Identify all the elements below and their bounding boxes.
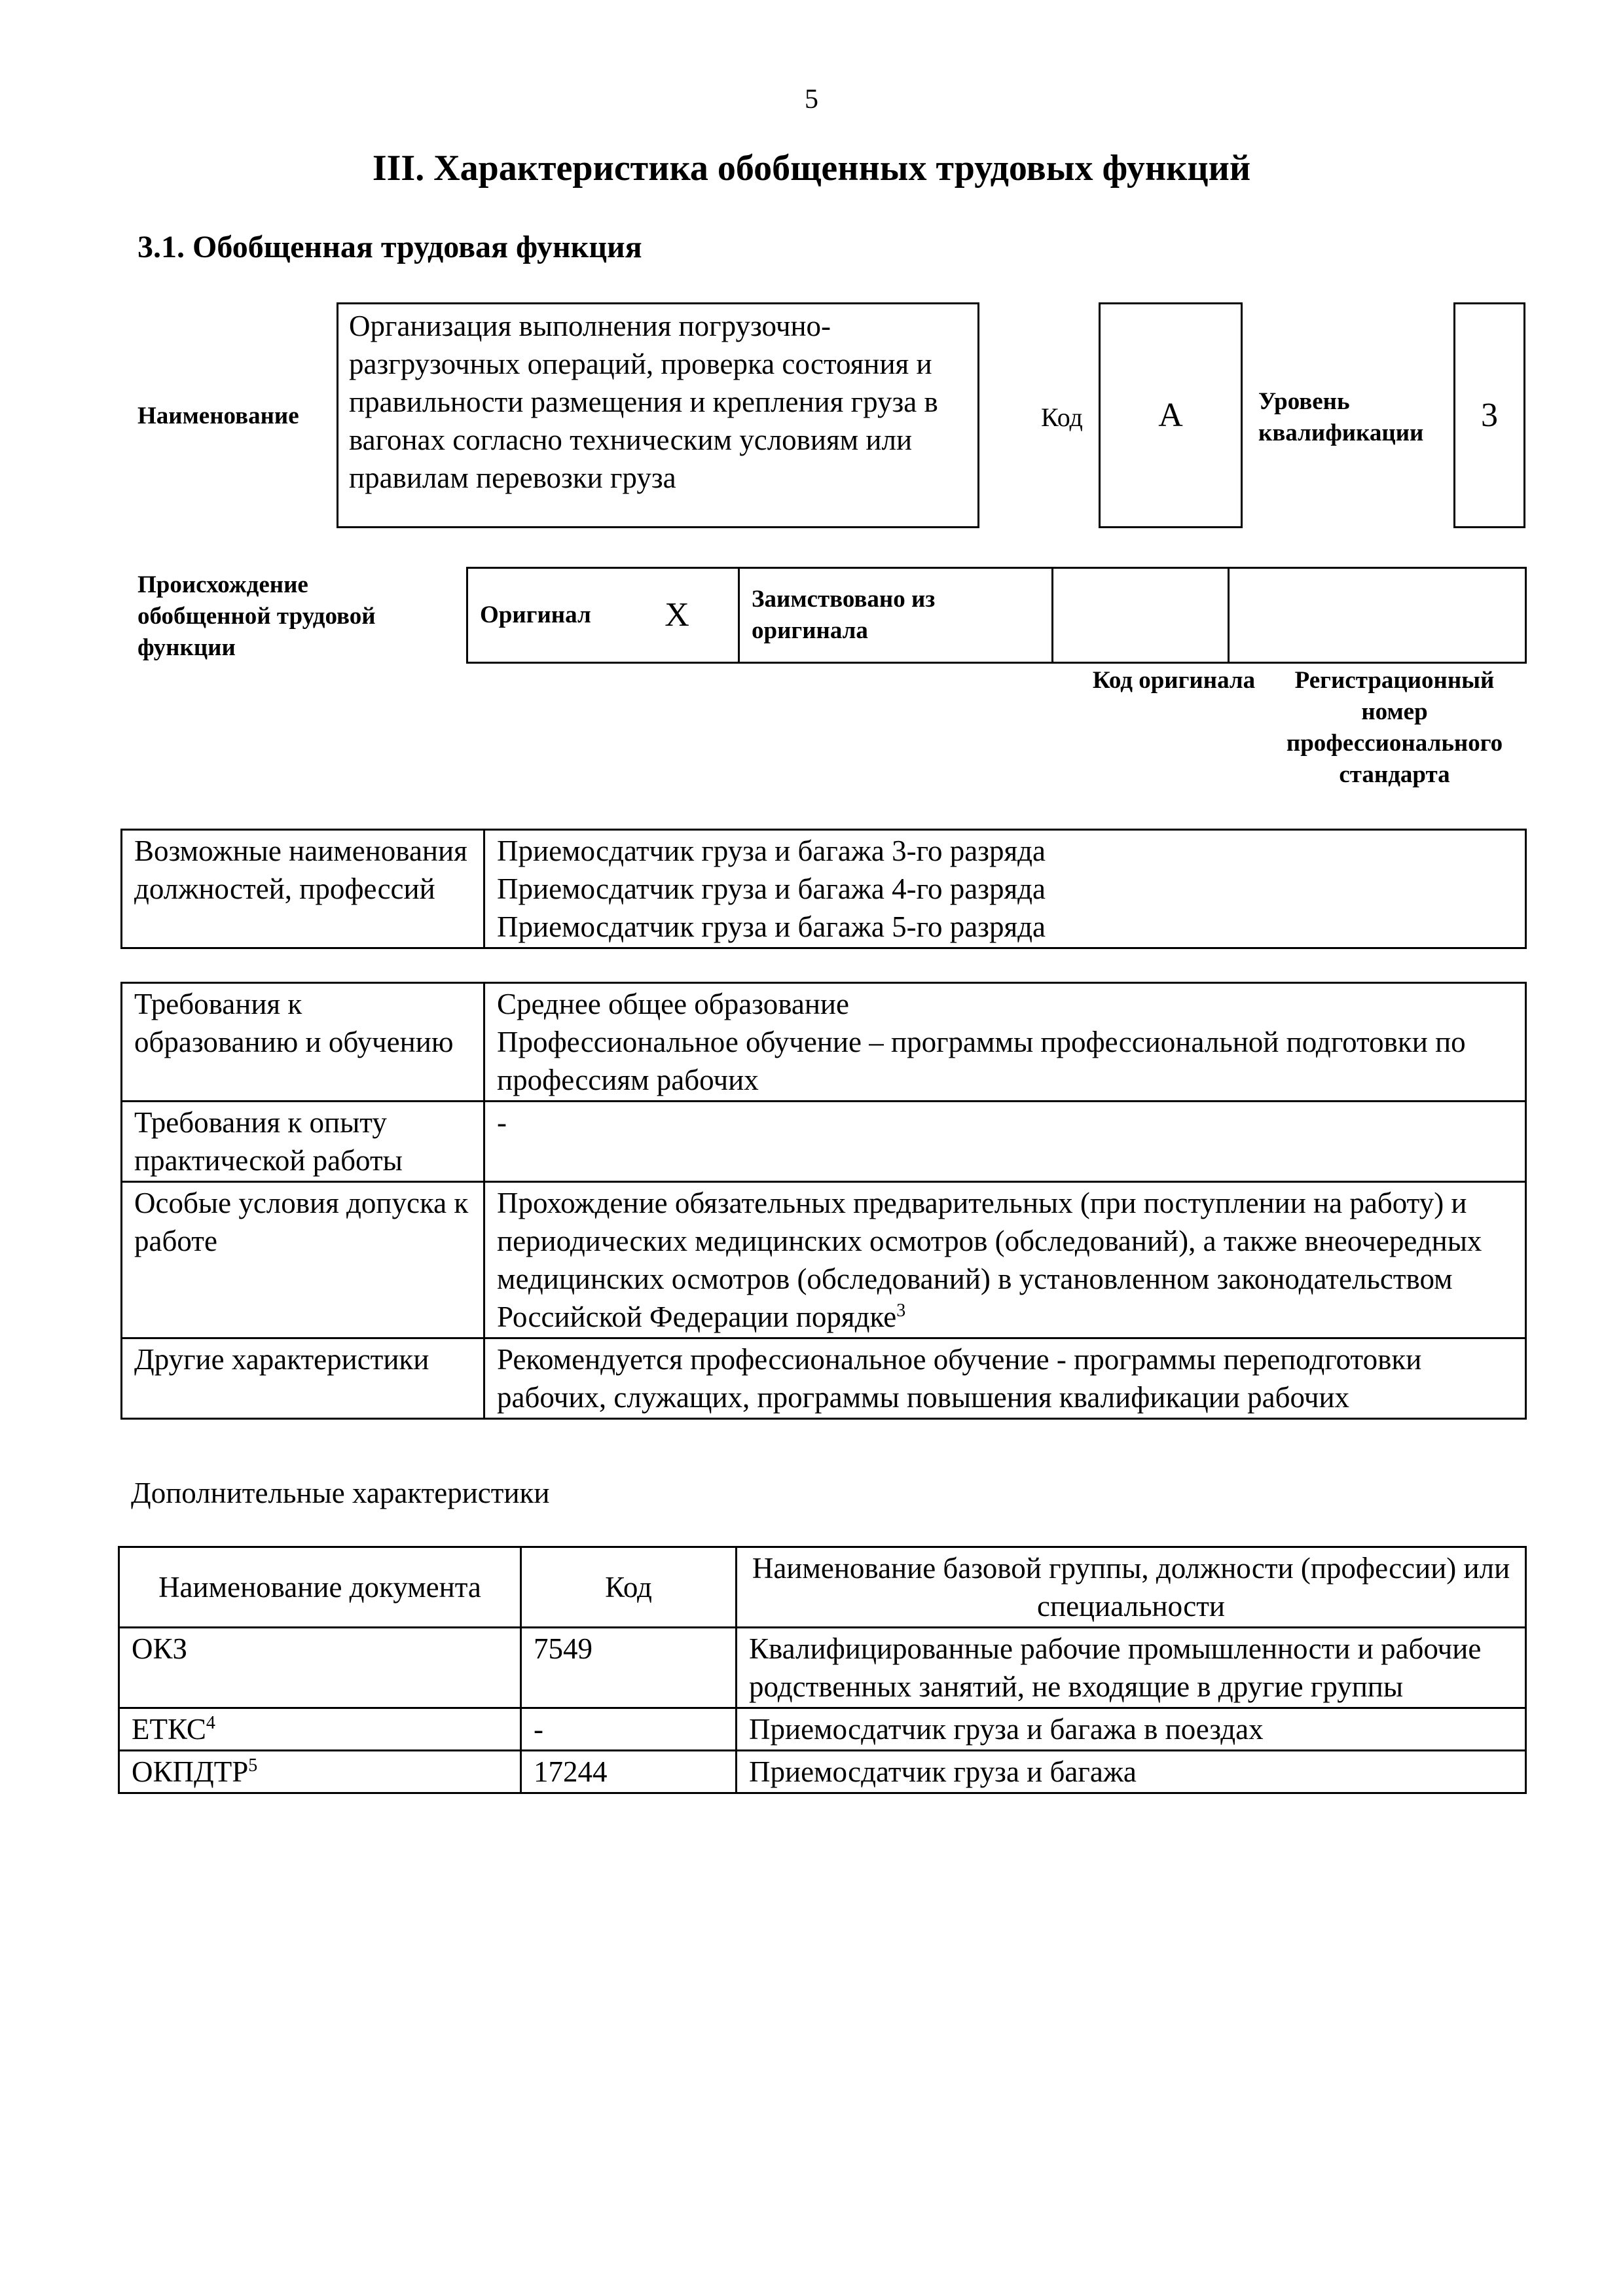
req-value: - [484, 1102, 1526, 1182]
page-number: 5 [805, 84, 818, 115]
req-line: Прохождение обязательных предварительных (при поступлении на работу) и периодических медицинских осмотров (обследований), а также внеочередных медицинских осмотров (обследований) в установленном законодательством Российской Федерации порядке [497, 1187, 1482, 1333]
function-name-box: Организация выполнения погрузочно-разгрузочных операций, проверка состояния и правильности размещения и крепления груза в вагонах согласно техническим условиям или правилам перевозки груза [337, 302, 979, 528]
req-label: Требования к образованию и обучению [122, 983, 484, 1102]
position-item: Приемосдатчик груза и багажа 4-го разряда [497, 872, 1046, 905]
doc-cell [119, 1751, 521, 1793]
table-row [122, 1182, 1526, 1338]
additional-table [118, 1546, 1527, 1794]
footnote-ref: 3 [896, 1300, 906, 1321]
positions-list [484, 830, 1526, 948]
level-value: 3 [1453, 302, 1525, 528]
reg-caption: Регистрационный номер профессионального стандарта [1286, 667, 1503, 788]
req-label: Другие характеристики [122, 1338, 484, 1419]
positions-table [120, 829, 1527, 949]
original-label: Оригинал [467, 568, 617, 663]
additional-heading: Дополнительные характеристики [131, 1477, 550, 1509]
req-line: Среднее общее образование [497, 988, 849, 1020]
table-row [122, 983, 1526, 1102]
level-label: Уровень квалификации [1258, 388, 1424, 446]
doc-name: ОКЗ [132, 1632, 188, 1665]
positions-label: Возможные наименования должностей, профессий [122, 830, 484, 948]
code-cell: - [521, 1708, 737, 1751]
code-value: А [1099, 302, 1243, 528]
req-value [484, 983, 1526, 1102]
header-cell: Код [521, 1547, 737, 1628]
position-item: Приемосдатчик груза и багажа 5-го разряда [497, 910, 1046, 943]
origin-code-cell [1053, 568, 1229, 663]
code-caption: Код оригинала [1092, 667, 1256, 694]
code-cell: 17244 [521, 1751, 737, 1793]
header-cell: Наименование документа [119, 1547, 521, 1628]
doc-name: ОКПДТР [132, 1755, 249, 1788]
borrowed-label: Заимствовано из оригинала [739, 568, 1053, 663]
table-row [119, 1751, 1526, 1793]
doc-cell [119, 1628, 521, 1708]
req-line: Профессиональное обучение – программы профессиональной подготовки по профессиям рабочих [497, 1026, 1466, 1096]
name-label: Наименование [137, 403, 299, 429]
position-item: Приемосдатчик груза и багажа 3-го разряда [497, 834, 1046, 867]
doc-cell [119, 1708, 521, 1751]
table-header-row [119, 1547, 1526, 1628]
origin-table [466, 567, 1527, 664]
footnote-ref: 5 [248, 1755, 258, 1776]
table-row [119, 1708, 1526, 1751]
footnote-ref: 4 [206, 1713, 215, 1733]
req-label: Особые условия допуска к работе [122, 1182, 484, 1338]
subsection-title: 3.1. Обобщенная трудовая функция [137, 230, 642, 264]
table-row [122, 1102, 1526, 1182]
table-row [122, 1338, 1526, 1419]
requirements-table [120, 982, 1527, 1420]
req-label: Требования к опыту практической работы [122, 1102, 484, 1182]
code-label: Код [1041, 403, 1083, 432]
origin-label: Происхождение обобщенной трудовой функции [137, 571, 376, 661]
table-row [119, 1628, 1526, 1708]
group-cell: Приемосдатчик груза и багажа [737, 1751, 1526, 1793]
code-cell: 7549 [521, 1628, 737, 1708]
req-value [484, 1182, 1526, 1338]
group-cell: Квалифицированные рабочие промышленности и рабочие родственных занятий, не входящие в другие группы [737, 1628, 1526, 1708]
section-title: III. Характеристика обобщенных трудовых функций [372, 148, 1251, 188]
header-cell: Наименование базовой группы, должности (профессии) или специальности [737, 1547, 1526, 1628]
original-mark: Х [616, 568, 739, 663]
req-value: Рекомендуется профессиональное обучение - программы переподготовки рабочих, служащих, программы повышения квалификации рабочих [484, 1338, 1526, 1419]
origin-reg-cell [1229, 568, 1526, 663]
doc-name: ЕТКС [132, 1713, 206, 1746]
group-cell: Приемосдатчик груза и багажа в поездах [737, 1708, 1526, 1751]
